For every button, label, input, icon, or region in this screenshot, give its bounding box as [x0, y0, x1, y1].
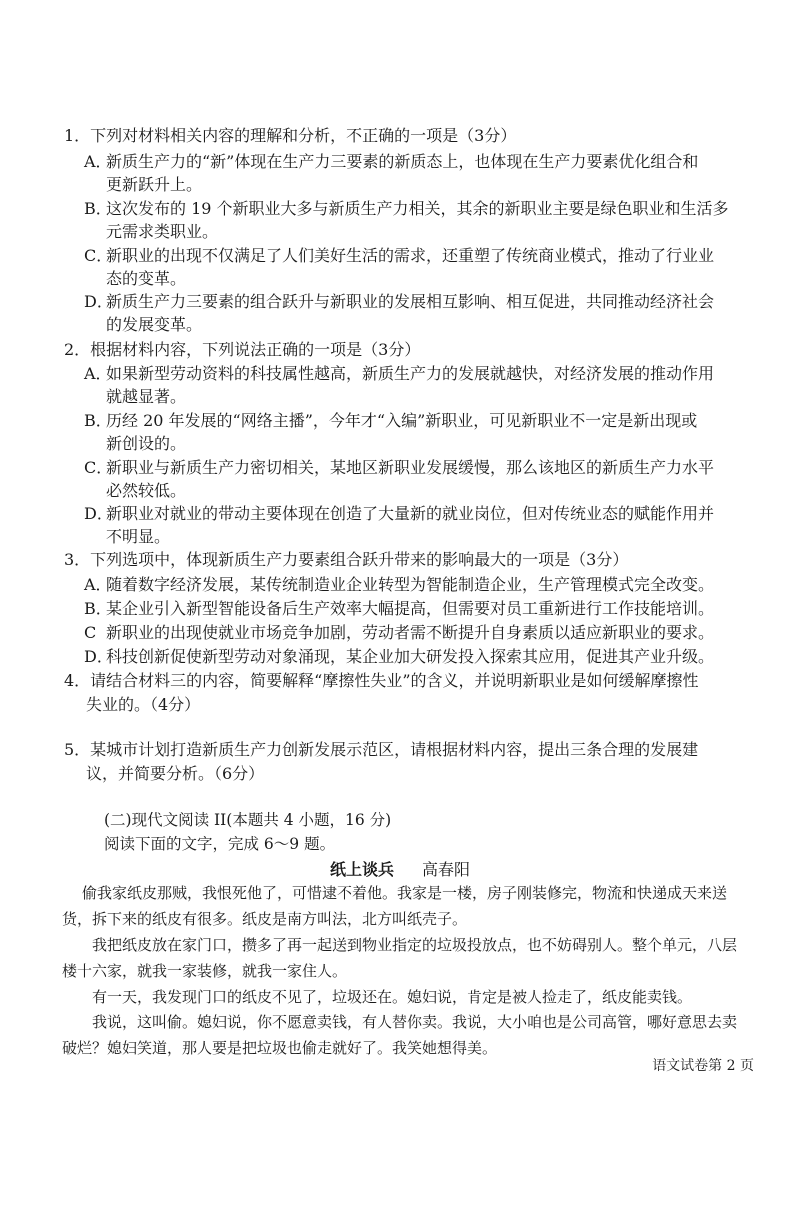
article-paragraph: 有一天，我发现门口的纸皮不见了，垃圾还在。媳妇说，肯定是被人捡走了，纸皮能卖钱。: [92, 988, 693, 1006]
question-3-option-c: C 新职业的出现使就业市场竞争加剧，劳动者需不断提升自身素质以适应新职业的要求。: [84, 623, 715, 642]
article-title: 纸上谈兵: [329, 860, 394, 879]
question-1-option-b: B．这次发布的 19 个新职业大多与新质生产力相关，其余的新职业主要是绿色职业和生活多 元需求类职业。: [84, 199, 729, 241]
question-5: 5．某城市计划打造新质生产力创新发展示范区，请根据材料内容，提出三条合理的发展建 议，并简要分析。（6分）: [64, 740, 699, 783]
question-1-option-d: D．新质生产力三要素的组合跃升与新职业的发展相互影响、相互促进，共同推动经济社会 的发展变革。: [84, 292, 715, 334]
question-2-option-b: B．历经 20 年发展的“网络主播”，今年才“入编”新职业，可见新职业不一定是新出现或 新创设的。: [84, 411, 698, 453]
question-3-option-a: A．随着数字经济发展，某传统制造业企业转型为智能制造企业，生产管理模式完全改变。: [84, 575, 715, 594]
article-author: 高春阳: [422, 860, 471, 879]
question-2-option-a: A．如果新型劳动资料的科技属性越高，新质生产力的发展就越快，对经济发展的推动作用 就越显著。: [84, 364, 715, 406]
question-1-option-a: A．新质生产力的“新”体现在生产力三要素的新质态上，也体现在生产力要素优化组合和 更新跃升上。: [84, 152, 699, 194]
question-1-stem: 1．下列对材料相关内容的理解和分析，不正确的一项是（3分）: [64, 126, 517, 145]
question-3-stem: 3．下列选项中，体现新质生产力要素组合跃升带来的影响最大的一项是（3分）: [64, 550, 629, 569]
question-2-option-d: D．新职业对就业的带动主要体现在创造了大量新的就业岗位，但对传统业态的赋能作用并 不明显。: [84, 504, 715, 546]
question-3-option-d: D．科技创新促使新型劳动对象涌现，某企业加大研发投入探索其应用，促进其产业升级。: [84, 647, 715, 666]
article-paragraph: 我说，这叫偷。媳妇说，你不愿意卖钱，有人替你卖。我说，大小咱也是公司高管，哪好意思去卖破烂？媳妇笑道，那人要是把垃圾也偷走就好了。我笑她想得美。: [62, 1013, 738, 1057]
section-heading: (二)现代文阅读 II(本题共 4 小题，16 分): [104, 811, 392, 829]
question-4: 4．请结合材料三的内容，简要解释“摩擦性失业”的含义，并说明新职业是如何缓解摩擦性 失业的。（4分）: [64, 671, 699, 714]
question-2-option-c: C．新职业与新质生产力密切相关，某地区新职业发展缓慢，那么该地区的新质生产力水平 必然较低。: [84, 458, 715, 500]
question-2-stem: 2．根据材料内容，下列说法正确的一项是（3分）: [64, 340, 421, 359]
article-paragraph: 偷我家纸皮那贼，我恨死他了，可惜逮不着他。我家是一楼，房子刚装修完，物流和快递成天来送货，拆下来的纸皮有很多。纸皮是南方叫法，北方叫纸壳子。: [62, 884, 728, 928]
article-title-line: [0, 857, 800, 880]
article-paragraph: 我把纸皮放在家门口，攒多了再一起送到物业指定的垃圾投放点，也不妨碍别人。整个单元，八层楼十六家，就我一家装修，就我一家住人。: [62, 936, 738, 980]
question-3-option-b: B．某企业引入新型智能设备后生产效率大幅提高，但需要对员工重新进行工作技能培训。: [84, 599, 715, 618]
question-1-option-c: C．新职业的出现不仅满足了人们美好生活的需求，还重塑了传统商业模式，推动了行业业 态的变革。: [84, 246, 715, 288]
section-instruction: 阅读下面的文字，完成 6～9 题。: [104, 835, 336, 853]
page-footer: 语文试卷第 2 页: [652, 1058, 754, 1074]
